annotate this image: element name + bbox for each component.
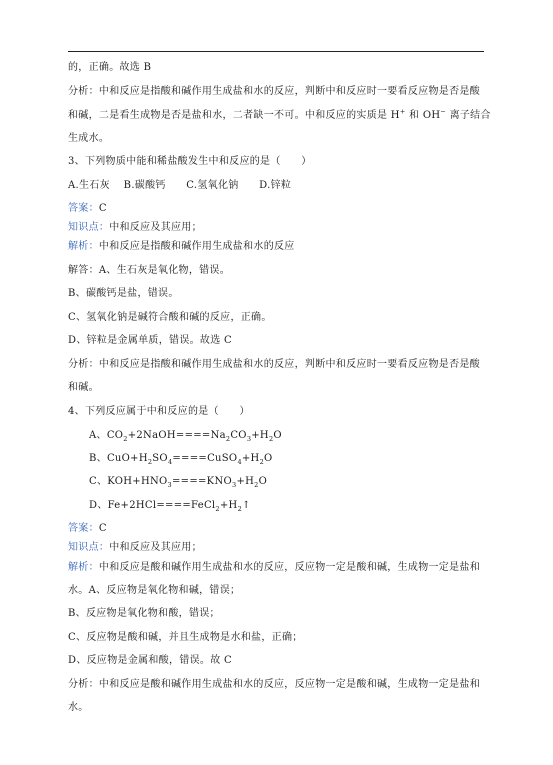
explanation-line: 解析：中和反应是指酸和碱作用生成盐和水的反应 — [68, 241, 295, 252]
solution-line: B、反应物是氧化物和酸，错误； — [68, 608, 220, 619]
option-d: D、$Fe+2HCl====FeCl_2+H_2↑$ — [89, 500, 251, 513]
question-4: 4、下列反应属于中和反应的是（ ） — [68, 406, 250, 417]
explanation-label: 解析： — [68, 562, 99, 573]
analysis-line: 分析：中和反应是指酸和碱作用生成盐和水的反应，判断中和反应时一要看反应物是否是酸 — [68, 359, 480, 370]
analysis-line: 和碱。 — [68, 382, 99, 393]
solution-line: C、反应物是酸和碱，并且生成物是水和盐，正确； — [68, 632, 303, 643]
analysis-line: 水。 — [68, 702, 89, 713]
knowledge-point-line: 知识点：中和反应及其应用； — [68, 222, 202, 233]
knowledge-point-label: 知识点： — [68, 542, 110, 553]
solution-line: D、锌粒是金属单质，错误。故选 C — [68, 335, 232, 346]
analysis-line: 分析：中和反应是酸和碱作用生成盐和水的反应，反应物一定是酸和碱，生成物一定是盐和 — [68, 679, 480, 690]
knowledge-point-line: 知识点：中和反应及其应用； — [68, 542, 202, 553]
answer-label: 答案： — [68, 523, 99, 534]
analysis-line: 和碱，二是看生成物是否是盐和水，二者缺一不可。中和反应的实质是 H+ 和 OH− 离子结合 — [68, 107, 491, 121]
answer-label: 答案： — [68, 203, 99, 214]
solution-line: D、反应物是金属和酸，错误。故 C — [68, 655, 232, 666]
text-line: 的，正确。故选 B — [68, 62, 152, 73]
analysis-line: 生成水。 — [68, 133, 110, 144]
option-b: B、$CuO+H_2SO_4====CuSO_4+H_2O$ — [89, 453, 273, 466]
header-rule — [68, 51, 484, 52]
option-a: A、$CO_2+2NaOH====Na_2CO_3+H_2O$ — [89, 430, 282, 443]
option-c: C、$KOH+HNO_3====KNO_3+H_2O$ — [89, 476, 268, 489]
explanation-line: 解析：中和反应是酸和碱作用生成盐和水的反应，反应物一定是酸和碱，生成物一定是盐和 — [68, 562, 481, 573]
solution-line: C、氢氧化钠是碱符合酸和碱的反应，正确。 — [68, 312, 272, 323]
answer-line: 答案：C — [68, 523, 107, 534]
knowledge-point-label: 知识点： — [68, 222, 110, 233]
explanation-label: 解析： — [68, 241, 99, 252]
question-3: 3、下列物质中能和稀盐酸发生中和反应的是（ ） — [68, 156, 312, 167]
solution-line: 解答：A、生石灰是氧化物，错误。 — [68, 265, 231, 276]
analysis-line: 分析：中和反应是指酸和碱作用生成盐和水的反应，判断中和反应时一要看反应物是否是酸 — [68, 86, 480, 97]
question-3-options: A.生石灰 B.碳酸钙 C.氢氧化钠 D.锌粒 — [68, 180, 292, 191]
solution-line: B、碳酸钙是盐，错误。 — [68, 288, 179, 299]
explanation-line: 水。A、反应物是氧化物和碱，错误； — [68, 585, 241, 596]
answer-line: 答案：C — [68, 203, 107, 214]
